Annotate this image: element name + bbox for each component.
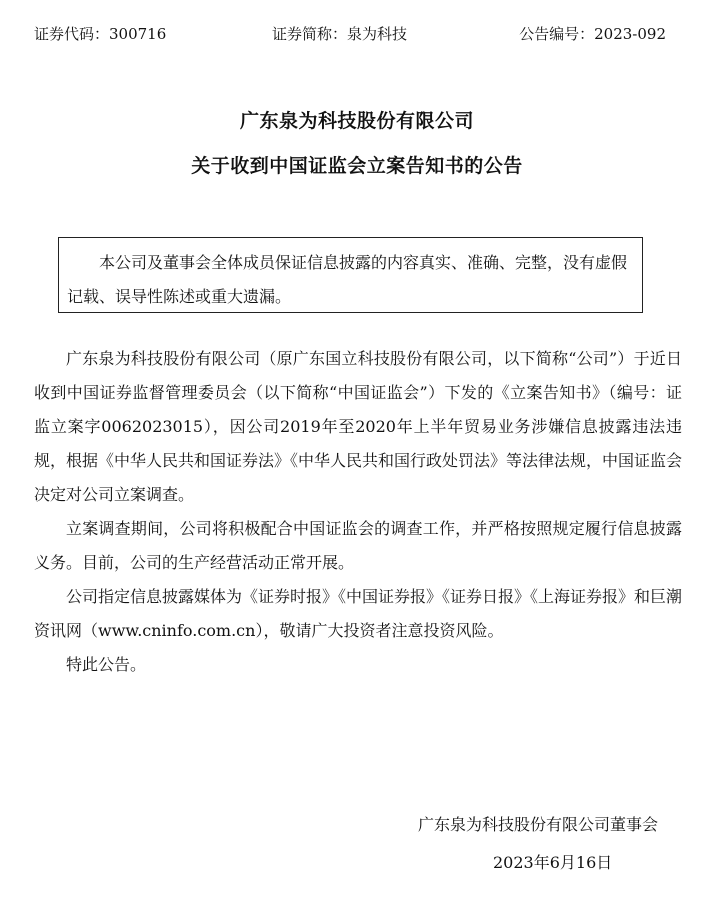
closing-statement: 特此公告。 xyxy=(66,655,147,674)
stock-abbreviation: 证券简称：泉为科技 xyxy=(272,25,408,43)
body-paragraph: 广东泉为科技股份有限公司（原广东国立科技股份有限公司，以下简称“公司”）于近日收到中国证券监督管理委员会（以下简称“中国证监会”）下发的《立案告知书》（编号：证监立案字0062023015），因公司2019年至2020年上半年贸易业务涉嫌信息披露违法违规，根据《中华人民共和国证券法》《中华人民共和国行政处罚法》等法律法规，中国证监会决定对公司立案调查。 xyxy=(34,349,683,504)
announcement-number: 公告编号：2023-092 xyxy=(519,25,666,43)
disclosure-statement-box xyxy=(58,237,643,313)
signature-organization: 广东泉为科技股份有限公司董事会 xyxy=(418,815,659,834)
announcement-title: 关于收到中国证监会立案告知书的公告 xyxy=(191,155,523,177)
body-paragraph: 公司指定信息披露媒体为《证券时报》《中国证券报》《证券日报》《上海证券报》和巨潮资讯网（www.cninfo.com.cn），敬请广大投资者注意投资风险。 xyxy=(34,587,683,640)
company-title: 广东泉为科技股份有限公司 xyxy=(239,110,474,132)
disclosure-statement: 本公司及董事会全体成员保证信息披露的内容真实、准确、完整，没有虚假记载、误导性陈述或重大遗漏。 xyxy=(67,253,628,306)
body-paragraph: 立案调查期间，公司将积极配合中国证监会的调查工作，并严格按照规定履行信息披露义务。目前，公司的生产经营活动正常开展。 xyxy=(34,519,682,572)
announcement-body xyxy=(34,342,682,682)
stock-code: 证券代码：300716 xyxy=(34,25,167,43)
signature-date: 2023年6月16日 xyxy=(493,853,613,872)
document-header xyxy=(34,22,666,46)
